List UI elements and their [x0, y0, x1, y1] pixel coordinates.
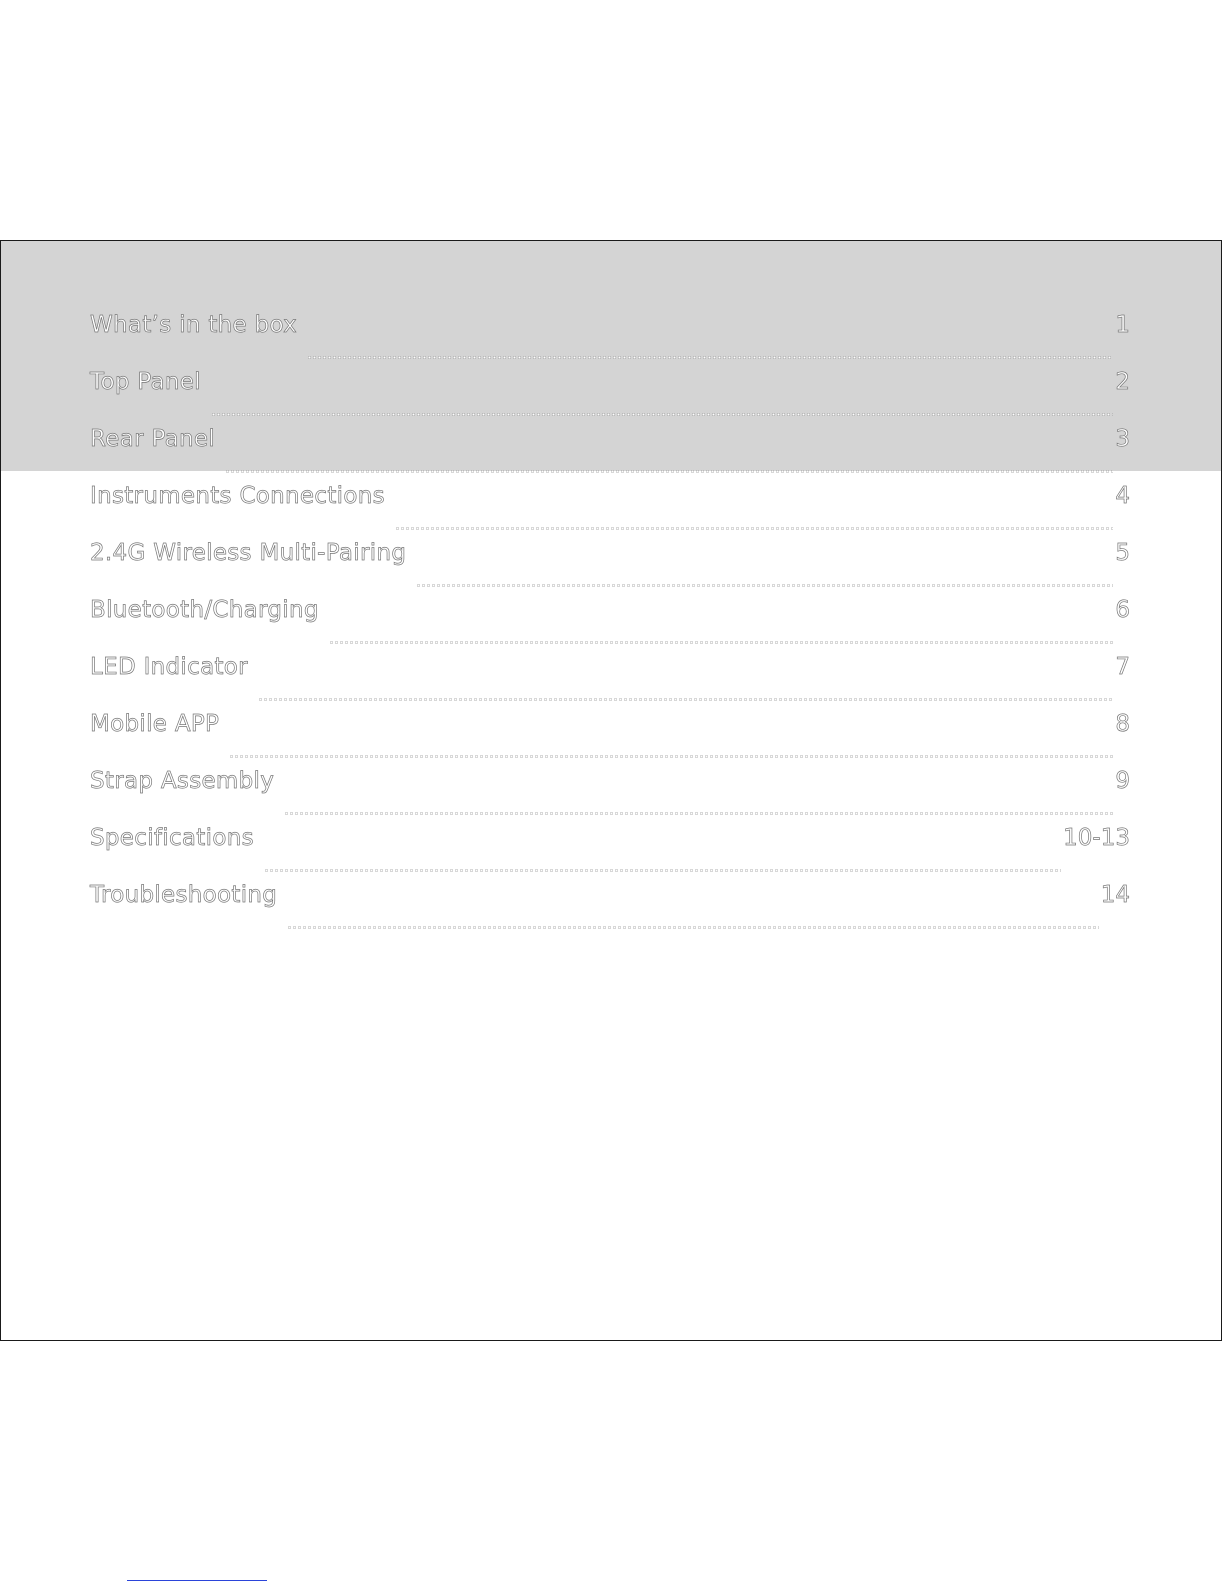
toc-entry-title: Mobile APP: [90, 711, 220, 737]
table-of-contents: [90, 310, 1130, 937]
toc-entry-title: Top Panel: [90, 369, 201, 395]
toc-entry-title: LED Indicator: [90, 654, 248, 680]
toc-dot-leader: [416, 584, 1113, 587]
toc-dot-leader: [229, 755, 1113, 758]
toc-entry-page: 5: [1115, 540, 1130, 566]
toc-entry-bluetooth-charging[interactable]: [90, 595, 1130, 652]
toc-entry-instruments-connections[interactable]: [90, 481, 1130, 538]
toc-entry-title: Strap Assembly: [90, 768, 275, 794]
toc-entry-page: 1: [1115, 312, 1130, 338]
toc-entry-title: Bluetooth/Charging: [90, 597, 319, 623]
toc-entry-page: 8: [1115, 711, 1130, 737]
toc-entry-page: 7: [1115, 654, 1130, 680]
toc-entry-led-indicator[interactable]: [90, 652, 1130, 709]
toc-dot-leader: [211, 413, 1113, 416]
toc-dot-leader: [395, 527, 1113, 530]
toc-dot-leader: [307, 356, 1113, 359]
toc-entry-top-panel[interactable]: [90, 367, 1130, 424]
toc-dot-leader: [329, 641, 1114, 644]
toc-entry-title: Rear Panel: [90, 426, 216, 452]
toc-entry-page: 2: [1115, 369, 1130, 395]
toc-entry-page: 14: [1100, 882, 1130, 908]
toc-dot-leader: [284, 812, 1113, 815]
toc-entry-strap-assembly[interactable]: [90, 766, 1130, 823]
toc-entry-title: 2.4G Wireless Multi-Pairing: [90, 540, 407, 566]
toc-entry-troubleshooting[interactable]: [90, 880, 1130, 937]
toc-entry-title: Specifications: [90, 825, 254, 851]
toc-entry-page: 9: [1115, 768, 1130, 794]
toc-entry-title: Instruments Connections: [90, 483, 385, 509]
toc-entry-page: 4: [1115, 483, 1130, 509]
link-underline[interactable]: [127, 1580, 267, 1581]
toc-entry-page: 6: [1115, 597, 1130, 623]
toc-entry-rear-panel[interactable]: [90, 424, 1130, 481]
toc-entry-page: 10-13: [1063, 825, 1130, 851]
toc-entry-wireless-multi-pairing[interactable]: [90, 538, 1130, 595]
toc-entry-title: Troubleshooting: [90, 882, 278, 908]
toc-dot-leader: [225, 470, 1113, 473]
toc-entry-page: 3: [1115, 426, 1130, 452]
toc-dot-leader: [287, 926, 1099, 929]
toc-entry-specifications[interactable]: [90, 823, 1130, 880]
toc-dot-leader: [258, 698, 1113, 701]
toc-entry-whats-in-the-box[interactable]: [90, 310, 1130, 367]
toc-entry-title: What’s in the box: [90, 312, 298, 338]
toc-entry-mobile-app[interactable]: [90, 709, 1130, 766]
toc-dot-leader: [264, 869, 1061, 872]
